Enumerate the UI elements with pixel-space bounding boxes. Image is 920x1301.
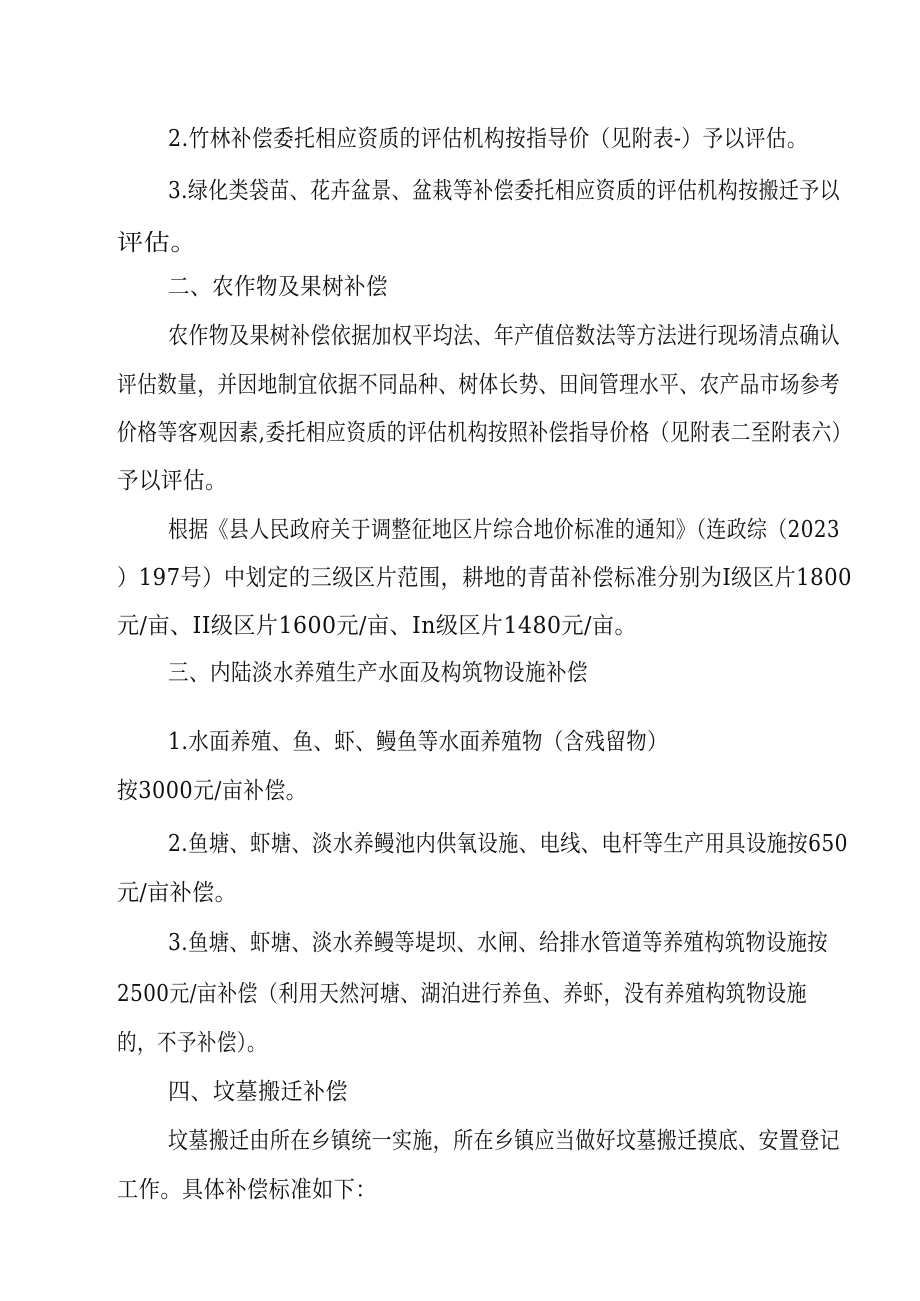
- paragraph-water-surface: 1.水面养殖、鱼、虾、鳗鱼等水面养殖物（含残留物）: [168, 729, 668, 755]
- paragraph-crops-method-cont2: 价格等客观因素,委托相应资质的评估机构按照补偿指导价格（见附表二至附表六）: [117, 420, 852, 446]
- paragraph-zone-standard: 根据《县人民政府关于调整征地区片综合地价标准的通知》（连政综（2023: [168, 517, 840, 543]
- paragraph-bamboo-compensation: 2.竹林补偿委托相应资质的评估机构按指导价（见附表-）予以评估。: [168, 126, 808, 152]
- paragraph-water-surface-cont: 按3000元/亩补偿。: [117, 778, 307, 804]
- section-heading-aquaculture: 三、内陆淡水养殖生产水面及构筑物设施补偿: [168, 660, 588, 686]
- paragraph-zone-standard-cont1: ）197号）中划定的三级区片范围，耕地的青苗补偿标准分别为Ⅰ级区片1800: [117, 565, 852, 591]
- paragraph-crops-method: 农作物及果树补偿依据加权平均法、年产值倍数法等方法进行现场清点确认: [168, 323, 840, 349]
- paragraph-zone-standard-cont2: 元/亩、II级区片1600元/亩、In级区片1480元/亩。: [117, 613, 637, 639]
- paragraph-tomb-relocation: 坟墓搬迁由所在乡镇统一实施，所在乡镇应当做好坟墓搬迁摸底、安置登记: [168, 1128, 840, 1154]
- paragraph-pond-equipment-cont: 元/亩补偿。: [117, 880, 237, 906]
- section-heading-crops: 二、农作物及果树补偿: [168, 274, 388, 300]
- paragraph-greening-compensation: 3.绿化类袋苗、花卉盆景、盆栽等补偿委托相应资质的评估机构按搬迁予以: [168, 178, 840, 204]
- paragraph-greening-compensation-cont: 评估。: [117, 230, 197, 256]
- paragraph-pond-structures: 3.鱼塘、虾塘、淡水养鳗等堤坝、水闸、给排水管道等养殖构筑物设施按: [168, 930, 828, 956]
- paragraph-crops-method-cont3: 予以评估。: [117, 468, 227, 494]
- paragraph-pond-structures-cont2: 的，不予补偿）。: [117, 1030, 267, 1056]
- paragraph-crops-method-cont1: 评估数量，并因地制宜依据不同品种、树体长势、田间管理水平、农产品市场参考: [117, 372, 840, 398]
- section-heading-tombs: 四、坟墓搬迁补偿: [168, 1079, 348, 1105]
- paragraph-pond-structures-cont1: 2500元/亩补偿（利用天然河塘、湖泊进行养鱼、养虾，没有养殖构筑物设施: [117, 981, 807, 1007]
- paragraph-tomb-relocation-cont: 工作。具体补偿标准如下：: [117, 1177, 377, 1203]
- paragraph-pond-equipment: 2.鱼塘、虾塘、淡水养鳗池内供氧设施、电线、电杆等生产用具设施按650: [168, 831, 848, 857]
